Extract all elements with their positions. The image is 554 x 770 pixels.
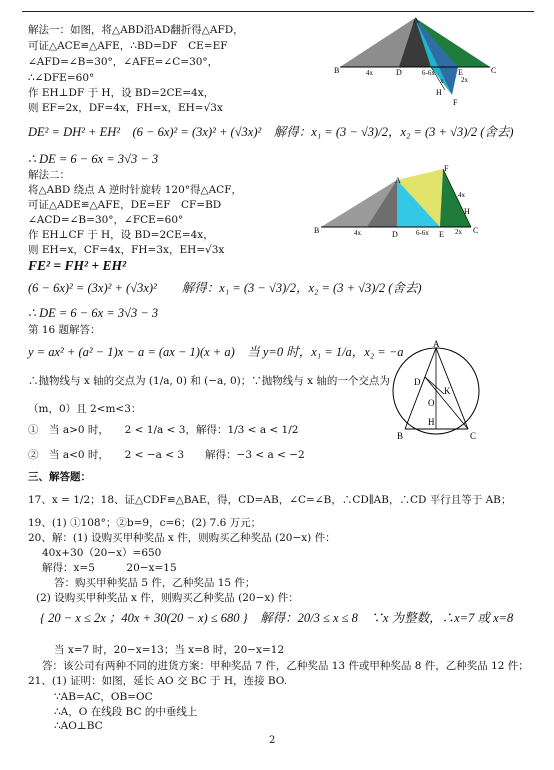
fig1-label-f: F <box>453 98 458 107</box>
text-line: 第 16 题解答： <box>28 324 101 336</box>
text-line: 则 EH=x，CF=4x，FH=3x，EH=√3x <box>28 244 225 256</box>
text-line: （m，0）且 2<m<3： <box>28 403 142 415</box>
text-line: 则 EF=2x，DF=4x，FH=x，EH=√3x <box>28 102 223 114</box>
text-line: ∵AB=AC，OB=OC <box>54 691 153 703</box>
equation-line: y = ax² + (a² − 1)x − a = (ax − 1)(x + a) 当 y=0 时，x₁ = 1/a，x₂ = −a <box>28 345 404 359</box>
equation-line: { 20 − x ≤ 2x ；40x + 30(20 − x) ≤ 680 } 解得：20/3 ≤ x ≤ 8 ∵x 为整数，∴x=7 或 x=8 <box>40 611 514 625</box>
equation-line: (6 − 6x)² = (3x)² + (√3x)² 解得：x₁ = (3 − √3)/2，x₂ = (3 + √3)/2 (舍去) <box>28 281 422 295</box>
fig2-label-d: D <box>392 230 398 238</box>
text-line: 将△ABD 绕点 A 逆时针旋转 120°得△ACF， <box>28 184 242 196</box>
text-line: 解法二： <box>28 169 70 181</box>
equation-line: FE² = FH² + EH² <box>28 258 127 273</box>
text-line: 解法一：如图，将△ABD沿AD翻折得△AFD， <box>28 24 244 36</box>
fig2-seg-4x-cf: 4x <box>458 191 465 199</box>
text-line: ∴抛物线与 x 轴的交点为 (1/a, 0) 和 (−a, 0)；∵抛物线与 x 轴的一个交点为 <box>28 375 390 387</box>
page-number: 2 <box>269 735 276 746</box>
equation-line: ∴ DE = 6 − 6x = 3√3 − 3 <box>28 306 159 320</box>
fig1-seg-6-6x: 6-6x <box>422 69 435 77</box>
text-line: 可证△ADE≌△AFE，DE=EF CF=BD <box>28 199 222 211</box>
equation-line: DE² = DH² + EH² (6 − 6x)² = (3x)² + (√3x)² 解得：x₁ = (3 − √3)/2，x₂ = (3 + √3)/2 (舍去) <box>28 125 514 139</box>
fig3-label-b: B <box>397 431 404 441</box>
text-line: 作 EH⊥CF 于 H，设 BD=2CE=4x， <box>28 229 214 241</box>
fig1-label-c: C <box>491 66 497 75</box>
text-line: ∴AO⊥BC <box>54 720 103 732</box>
fig1-seg-4x: 4x <box>366 69 373 77</box>
text-line: 作 EH⊥DF 于 H，设 BD=2CE=4x， <box>28 87 215 99</box>
fig1-label-d: D <box>396 68 402 77</box>
fig1-label-b: B <box>334 66 340 75</box>
fig2-label-c: C <box>473 226 479 235</box>
fig2-label-a: A <box>395 176 401 185</box>
header-rule <box>22 11 534 12</box>
fig2-label-f: F <box>444 164 449 173</box>
text-line: 17、x = 1/2；18、证△CDF≌△BAE，得，CD=AB，∠C=∠B，∴CD∥AB，∴CD 平行且等于 AB； <box>28 494 512 506</box>
section-heading: 三、解答题： <box>28 471 91 483</box>
equation-line: ∴ DE = 6 − 6x = 3√3 − 3 <box>28 152 159 166</box>
figure-2-rotate-triangle <box>312 162 492 238</box>
fig3-label-a: A <box>433 339 440 349</box>
text-line: 可证△ACE≌△AFE，∴BD=DF CE=EF <box>28 40 228 52</box>
text-line: ① 当 a>0 时， 2 < 1/a < 3，解得：1/3 < a < 1/2 <box>28 424 299 436</box>
text-line: 当 x=7 时，20−x=13；当 x=8 时，20−x=12 <box>54 644 285 656</box>
fig3-label-d: D <box>414 377 421 387</box>
fig2-label-b: B <box>314 226 320 235</box>
text-line: ∠AFD=∠B=30°，∠AFE=∠C=30°， <box>28 56 219 68</box>
fig2-seg-4x: 4x <box>354 229 361 237</box>
text-line: ② 当 a<0 时， 2 < −a < 3 解得：−3 < a < −2 <box>28 449 305 461</box>
fig1-label-a: A <box>413 16 419 25</box>
text-line: 答：该公司有两种不同的进货方案：甲种奖品 7 件，乙种奖品 13 件或甲种奖品 8 件，乙种奖品 12 件； <box>42 660 529 672</box>
fig1-seg-x: x <box>440 77 444 85</box>
text-line: 40x+30（20−x）=650 <box>42 547 162 559</box>
text-line: 19、(1) ①108°；②b=9，c=6；(2) 7.6 万元； <box>28 517 262 529</box>
text-line: 21、(1) 证明：如图，延长 AO 交 BC 于 H，连接 BO. <box>28 675 288 687</box>
text-line: 20、解：(1) 设购买甲种奖品 x 件，则购买乙种奖品 (20−x) 件： <box>28 532 336 544</box>
fig1-label-h: H <box>436 88 442 97</box>
fig1-label-e: E <box>458 68 463 77</box>
text-line: 解得：x=5 20−x=15 <box>42 562 177 574</box>
fig3-label-h: H <box>428 417 435 427</box>
fig2-label-e: E <box>439 230 444 238</box>
fig3-label-k: K <box>444 386 451 396</box>
fig3-label-c: C <box>470 431 477 441</box>
fig3-label-o: O <box>428 398 435 408</box>
fig2-seg-6-6x: 6-6x <box>416 229 429 237</box>
fig1-seg-2x: 2x <box>461 76 468 84</box>
fig2-seg-2x: 2x <box>455 228 462 236</box>
text-line: (2) 设购买甲种奖品 x 件，则购买乙种奖品 (20−x) 件： <box>36 592 299 604</box>
figure-1-fold-triangle <box>334 15 504 113</box>
fig2-label-h: H <box>464 207 470 216</box>
text-line: ∴∠DFE=60° <box>28 72 95 84</box>
text-line: ∴A，O 在线段 BC 的中垂线上 <box>54 706 198 718</box>
text-line: 答：购买甲种奖品 5 件，乙种奖品 15 件； <box>54 577 256 589</box>
text-line: ∠ACD=∠B=30°，∠FCE=60° <box>28 214 184 226</box>
